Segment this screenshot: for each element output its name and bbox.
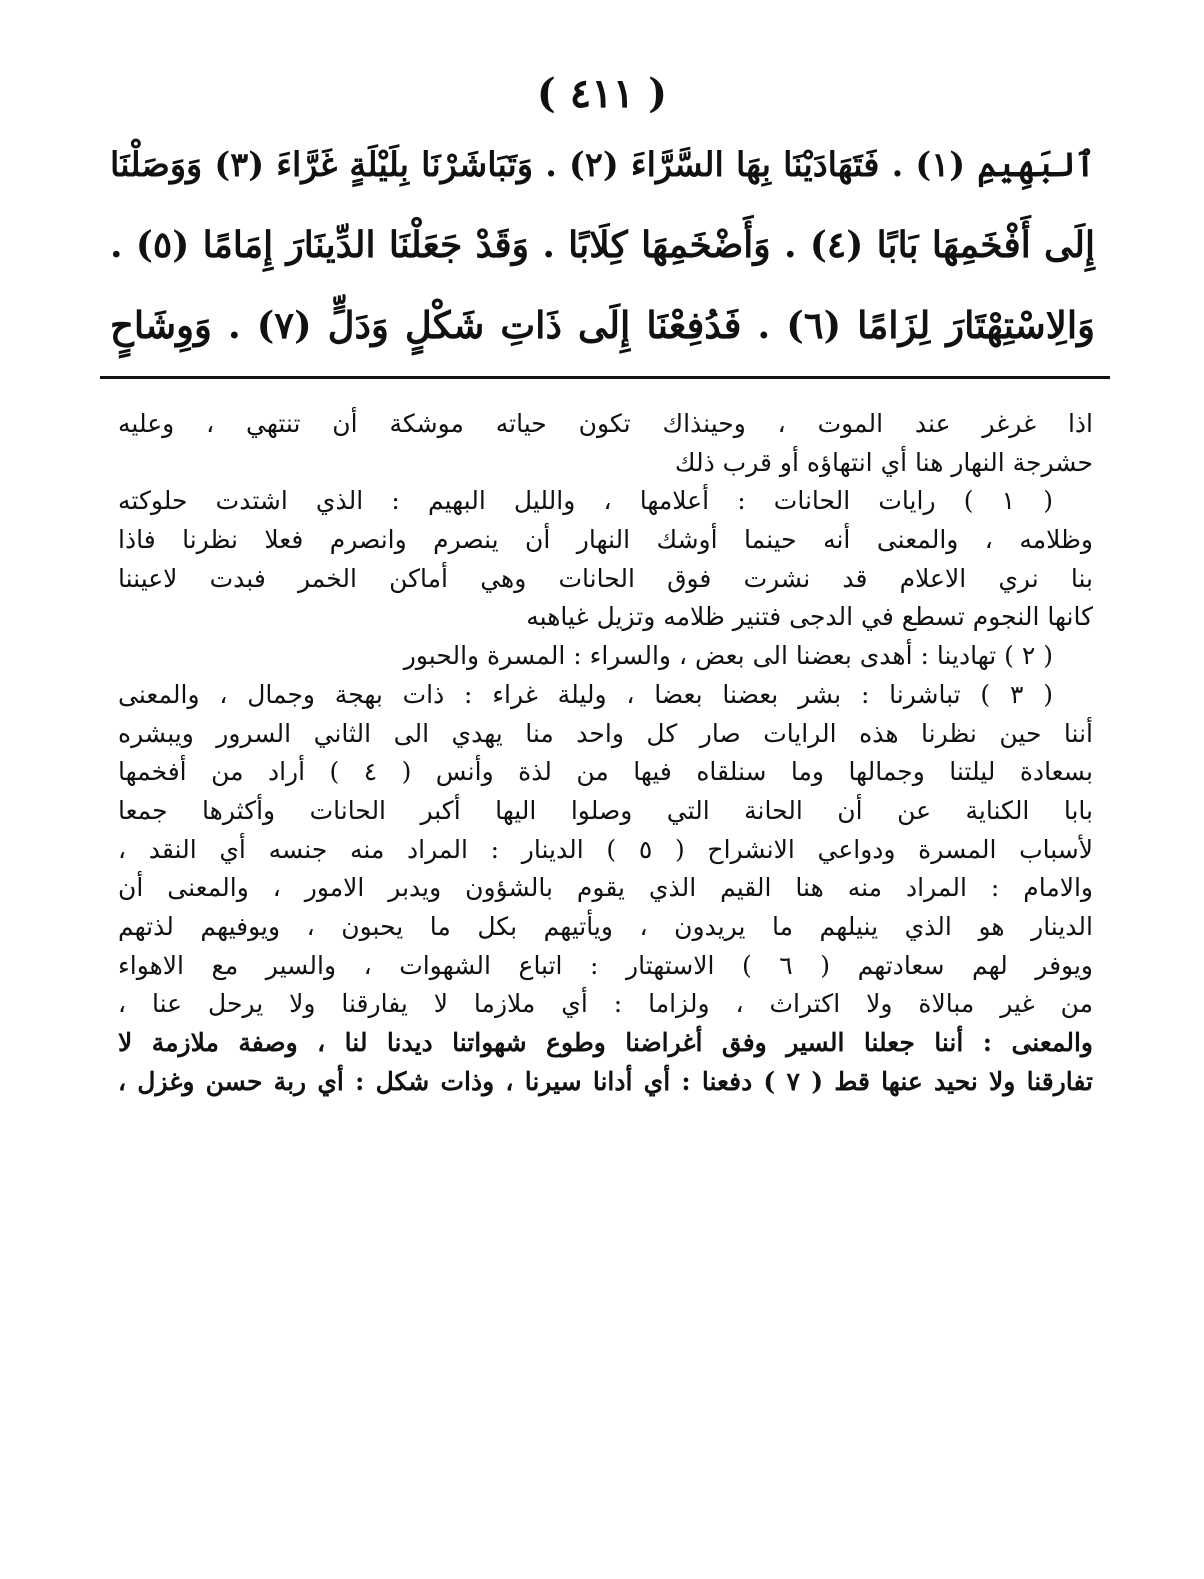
footnote-line: بسعادة ليلتنا وجمالها وما سنلقاه فيها من لذة وأنس ( ٤ ) أراد من أفخمها — [118, 757, 1094, 787]
footnote-line: كانها النجوم تسطع في الدجى فتنير ظلامه وتزيل غياهبه — [526, 602, 1093, 632]
footnote-line: اذا غرغر عند الموت ، وحينذاك تكون حياته موشكة أن تنتهي ، وعليه — [118, 409, 1093, 438]
footnote-line: والامام : المراد منه هنا القيم الذي يقوم بالشؤون ويدبر الامور ، والمعنى أن — [118, 873, 1093, 903]
poem-line: إِلَى أَفْخَمِهَا بَابًا (٤) . وَأَضْخَمِهَا كِلَابًا . وَقَدْ جَعَلْنَا الدِّينَارَ إِمَامًا (٥) . — [110, 224, 1095, 266]
footnote-line: بابا الكناية عن أن الحانة التي وصلوا اليها أكبر الحانات وأكثرها جمعا — [118, 795, 1093, 825]
footnote-line: تفارقنا ولا نحيد عنها قط ( ٧ ) دفعنا : أي أدانا سيرنا ، وذات شكل : أي ربة حسن وغزل ، — [118, 1066, 1093, 1096]
footnote-line: ويوفر لهم سعادتهم ( ٦ ) الاستهتار : اتباع الشهوات ، والسير مع الاهواء — [118, 950, 1093, 980]
footnote-line: وظلامه ، والمعنى أنه حينما أوشك النهار أن ينصرم وانصرم فعلا نظرنا فاذا — [118, 525, 1093, 555]
footnote-divider — [100, 376, 1110, 379]
footnote-line: ( ٢ ) تهادينا : أهدى بعضنا الى بعض ، والسراء : المسرة والحبور — [403, 641, 1053, 671]
footnote-line: ( ٣ ) تباشرنا : بشر بعضنا بعضا ، وليلة غراء : ذات بهجة وجمال ، والمعنى — [118, 679, 1054, 709]
footnote-line: الدينار هو الذي ينيلهم ما يريدون ، ويأتيهم بكل ما يحبون ، ويوفيهم لذتهم — [118, 911, 1093, 941]
footnote-line: حشرجة النهار هنا أي انتهاؤه أو قرب ذلك — [674, 447, 1093, 477]
footnote-line: من غير مبالاة ولا اكتراث ، ولزاما : أي ملازما لا يفارقنا ولا يرحل عنا ، — [118, 989, 1093, 1019]
poem-line: وَالِاسْتِهْتَارَ لِزَامًا (٦) . فَدُفِعْنَا إِلَى ذَاتِ شَكْلٍ وَدَلٍّ (٧) . وَوِشَاحٍ — [110, 303, 1096, 347]
poem-line: ٱلبَهِيمِ (١) . فَتَهَادَيْنَا بِهَا السَّرَّاءَ (٢) . وَتَبَاشَرْنَا بِلَيْلَةٍ غَرَّاءَ (٣) وَوَصَلْنَا — [110, 145, 1096, 184]
footnotes — [118, 405, 1093, 1101]
page-number: ( ٤١١ ) — [536, 70, 668, 117]
poem-text — [110, 125, 1095, 365]
footnote-line: بنا نري الاعلام قد نشرت فوق الحانات وهي أماكن الخمر فبدت لاعيننا — [118, 563, 1093, 593]
footnote-line: والمعنى : أننا جعلنا السير وفق أغراضنا وطوع شهواتنا ديدنا لنا ، وصفة ملازمة لا — [118, 1028, 1093, 1057]
footnote-line: لأسباب المسرة ودواعي الانشراح ( ٥ ) الدينار : المراد منه جنسه أي النقد ، — [118, 834, 1093, 864]
footnote-line: ( ١ ) رايات الحانات : أعلامها ، والليل البهيم : الذي اشتدت حلوكته — [118, 486, 1054, 516]
footnote-line: أننا حين نظرنا هذه الرايات صار كل واحد منا يهدي الى الثاني السرور ويبشره — [118, 718, 1093, 748]
